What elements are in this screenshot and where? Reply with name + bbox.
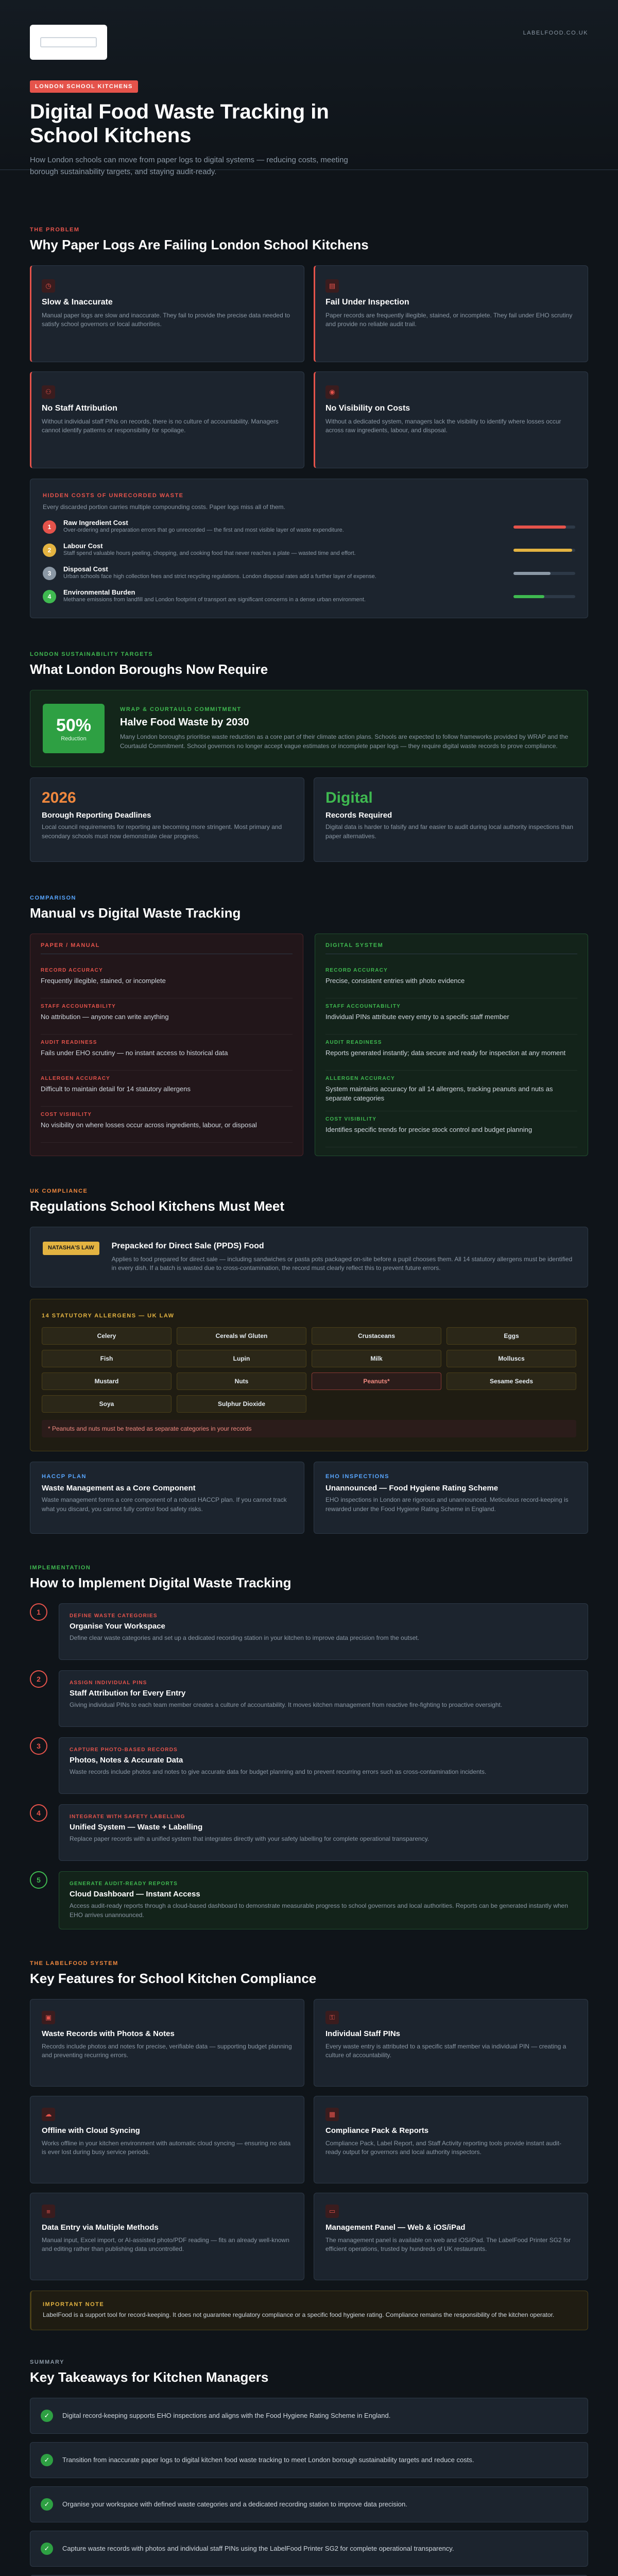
section-label: SUMMARY	[30, 2359, 64, 2366]
compliance-section	[0, 1156, 618, 1534]
section-label: COMPARISON	[30, 895, 76, 902]
features-section	[0, 1940, 618, 2330]
stats-grid	[30, 777, 588, 862]
stat-card	[314, 777, 588, 862]
item-label: RECORD ACCURACY	[41, 968, 103, 974]
important-note	[30, 2291, 588, 2330]
feature-card	[30, 2193, 304, 2280]
comparison-item	[41, 1071, 293, 1107]
item-label: ALLERGEN ACCURACY	[41, 1076, 111, 1082]
item-value: No attribution — anyone can write anything	[41, 1013, 169, 1021]
card-text: EHO inspections in London are rigorous and unannounced. Meticulous record-keeping is rewarded under the Food Hygiene Rating Scheme in England.	[325, 1496, 569, 1513]
step-label: INTEGRATE WITH SAFETY LABELLING	[70, 1814, 185, 1820]
item-label: ALLERGEN ACCURACY	[325, 1076, 396, 1082]
section-title: Key Takeaways for Kitchen Managers	[30, 2369, 269, 2385]
cost-row	[43, 588, 575, 604]
cost-number: 4	[43, 590, 56, 603]
section-label: UK COMPLIANCE	[30, 1188, 88, 1194]
comparison-item	[41, 998, 293, 1035]
step-number: 4	[30, 1804, 47, 1822]
item-label: AUDIT READINESS	[41, 1040, 97, 1046]
takeaway-text: Digital record-keeping supports EHO inspections and aligns with the Food Hygiene Rating Scheme in England.	[62, 2412, 391, 2420]
step-item	[30, 1670, 588, 1727]
comparison-item	[41, 1107, 293, 1143]
comparison-table	[30, 934, 588, 1156]
feature-card	[314, 1999, 588, 2087]
compliance-cards	[30, 1462, 588, 1534]
site-logo[interactable]	[30, 25, 107, 60]
step-number: 5	[30, 1871, 47, 1889]
item-label: STAFF ACCOUNTABILITY	[325, 1004, 401, 1010]
digital-column	[315, 934, 588, 1156]
stat-value: Digital	[325, 789, 373, 807]
takeaway-item	[30, 2442, 588, 2478]
step-title: Cloud Dashboard — Instant Access	[70, 1890, 200, 1899]
comparison-item	[325, 1035, 577, 1071]
feature-title: Management Panel — Web & iOS/iPad	[325, 2223, 466, 2232]
item-value: Precise, consistent entries with photo evidence	[325, 977, 465, 985]
feature-text: Manual input, Excel import, or AI-assisted photo/PDF reading — fits an already well-known and editing rather than publishing data uncontrolled.	[42, 2236, 289, 2253]
haccp-card	[30, 1462, 304, 1534]
cost-desc: Staff spend valuable hours peeling, chopping, and cooking food that never reaches a plate — wasted time and effort.	[63, 550, 356, 557]
allergen-chip: Lupin	[177, 1350, 306, 1367]
item-label: COST VISIBILITY	[325, 1116, 377, 1122]
card-text: Without individual staff PINs on records, there is no culture of accountability. Managers cannot identify patterns or responsibility for spoilage.	[42, 418, 279, 434]
check-icon: ✓	[41, 2498, 53, 2511]
feature-text: The management panel is available on web and iOS/iPad. The LabelFood Printer SG2 for efficient operations, trusted by hundreds of UK restaurants.	[325, 2236, 571, 2253]
step-text: Define clear waste categories and set up a dedicated recording station in your kitchen to improve data precision from the outset.	[70, 1634, 420, 1642]
section-title: Regulations School Kitchens Must Meet	[30, 1198, 285, 1214]
step-text: Giving individual PINs to each team member creates a culture of accountability. It moves kitchen management from reactive fire-fighting to proactive oversight.	[70, 1701, 503, 1709]
takeaway-item	[30, 2531, 588, 2567]
feature-card	[30, 1999, 304, 2087]
allergen-chip: Celery	[42, 1327, 171, 1345]
clock-icon: ◷	[42, 279, 55, 293]
card-label: EHO INSPECTIONS	[325, 1473, 389, 1480]
section-label: THE PROBLEM	[30, 227, 80, 233]
problem-card	[314, 371, 588, 468]
step-card	[59, 1603, 588, 1660]
eho-card	[314, 1462, 588, 1534]
item-label: RECORD ACCURACY	[325, 968, 388, 974]
feature-text: Every waste entry is attributed to a specific staff member via individual PIN — creating a culture of accountability.	[325, 2043, 566, 2059]
takeaways-list	[30, 2398, 588, 2576]
step-text: Replace paper records with a unified system that integrates directly with your safety labelling for complete operational transparency.	[70, 1835, 430, 1843]
document-icon: ▤	[325, 279, 339, 293]
card-label: HACCP PLAN	[42, 1473, 87, 1480]
section-title: How to Implement Digital Waste Tracking	[30, 1575, 291, 1591]
takeaway-text: Organise your workspace with defined waste categories and a dedicated recording station to improve data precision.	[62, 2500, 407, 2509]
cost-bar	[513, 549, 575, 552]
feature-text: Records include photos and notes for precise, verifiable data — supporting budget planning and preventing recurring errors.	[42, 2043, 292, 2059]
cost-bar-fill	[513, 572, 551, 575]
item-value: Identifies specific trends for precise stock control and budget planning	[325, 1125, 533, 1133]
check-icon: ✓	[41, 2543, 53, 2555]
feature-title: Individual Staff PINs	[325, 2029, 401, 2039]
step-title: Photos, Notes & Accurate Data	[70, 1756, 183, 1765]
comparison-item	[41, 962, 293, 998]
check-icon: ✓	[41, 2410, 53, 2422]
allergen-chip: Molluscs	[447, 1350, 576, 1367]
item-value: Reports generated instantly; data secure and ready for inspection at any moment	[325, 1049, 566, 1057]
cost-title: Environmental Burden	[63, 588, 135, 597]
step-card	[59, 1871, 588, 1929]
site-name[interactable]: LABELFOOD.CO.UK	[523, 30, 588, 36]
allergen-chip: Sesame Seeds	[447, 1372, 576, 1390]
card-text: Without a dedicated system, managers lack the visibility to identify where losses occur across raw ingredients, labour, and disposal.	[325, 418, 561, 434]
cost-text	[63, 519, 503, 535]
feature-title: Offline with Cloud Syncing	[42, 2126, 140, 2136]
feature-card	[314, 2193, 588, 2280]
reduction-label: Reduction	[61, 735, 87, 742]
check-icon: ✓	[41, 2454, 53, 2466]
takeaway-item	[30, 2398, 588, 2434]
hero-lead: How London schools can move from paper logs to digital systems — reducing costs, meeting borough sustainability targets, and staying audit-ready.	[30, 156, 348, 176]
card-title: Fail Under Inspection	[325, 298, 409, 307]
step-label: ASSIGN INDIVIDUAL PINS	[70, 1680, 147, 1686]
halve-waste-card	[30, 690, 588, 767]
card-title: Waste Management as a Core Component	[42, 1484, 196, 1493]
item-label: STAFF ACCOUNTABILITY	[41, 1004, 116, 1010]
panel-label: 14 STATUTORY ALLERGENS — UK LAW	[42, 1313, 175, 1319]
step-label: DEFINE WASTE CATEGORIES	[70, 1613, 158, 1619]
hero-header	[0, 0, 618, 176]
report-icon: ▦	[325, 2108, 339, 2121]
natashas-law-badge: NATASHA'S LAW	[43, 1242, 99, 1255]
step-title: Organise Your Workspace	[70, 1622, 165, 1631]
cost-bar	[513, 572, 575, 575]
cost-desc: Urban schools face high collection fees and strict recycling regulations. London disposal rates add a further layer of expense.	[63, 573, 376, 580]
takeaway-text: Transition from inaccurate paper logs to digital kitchen food waste tracking to meet London borough sustainability targets and reduce costs.	[62, 2456, 474, 2464]
item-value: System maintains accuracy for all 14 allergens, tracking peanuts and nuts as separate categories	[325, 1085, 553, 1103]
page-title: Digital Food Waste Tracking in School Kitchens	[30, 100, 329, 147]
comparison-item	[325, 998, 577, 1035]
card-text: Manual paper logs are slow and inaccurate. They fail to provide the precise data needed to satisfy school governors or local authorities.	[42, 312, 290, 328]
allergen-chip: Crustaceans	[312, 1327, 441, 1345]
card-title: Prepacked for Direct Sale (PPDS) Food	[111, 1241, 264, 1250]
cost-title: Disposal Cost	[63, 565, 108, 573]
cost-number: 2	[43, 544, 56, 557]
step-number: 3	[30, 1737, 47, 1755]
column-header: DIGITAL SYSTEM	[325, 942, 577, 954]
panel-intro: Every discarded portion carries multiple compounding costs. Paper logs miss all of them.	[43, 503, 285, 511]
cost-bar	[513, 526, 575, 529]
targets-section	[0, 618, 618, 862]
allergen-chip: Eggs	[447, 1327, 576, 1345]
stat-text: Local council requirements for reporting are becoming more stringent. Most primary and secondary schools must now demonstrate clear progress.	[42, 823, 282, 840]
step-label: CAPTURE PHOTO-BASED RECORDS	[70, 1747, 178, 1753]
step-item	[30, 1737, 588, 1794]
cost-bar-fill	[513, 526, 566, 529]
card-label: WRAP & COURTAULD COMMITMENT	[120, 706, 242, 713]
step-item	[30, 1603, 588, 1660]
feature-card	[30, 2096, 304, 2183]
problem-card	[30, 371, 304, 468]
stat-title: Borough Reporting Deadlines	[42, 811, 151, 820]
step-item	[30, 1804, 588, 1861]
step-card	[59, 1670, 588, 1727]
takeaway-text: Capture waste records with photos and individual staff PINs using the LabelFood Printer SG2 for complete operational transparency.	[62, 2545, 454, 2553]
column-header: PAPER / MANUAL	[41, 942, 293, 954]
feature-title: Waste Records with Photos & Notes	[42, 2029, 175, 2039]
pin-icon: ⚿	[325, 2011, 339, 2024]
cost-number: 1	[43, 520, 56, 534]
hidden-costs-panel	[30, 479, 588, 618]
card-text: Many London boroughs prioritise waste reduction as a core part of their climate action plans. Schools are expected to follow frameworks provided by WRAP and the Courtauld Commitment. School governors no longer accept vague estimates or incomplete paper logs — they require digital waste records to prove compliance.	[120, 733, 569, 750]
item-label: AUDIT READINESS	[325, 1040, 382, 1046]
comparison-item	[325, 962, 577, 998]
allergen-chip: Mustard	[42, 1372, 171, 1390]
problem-section	[0, 170, 618, 618]
comparison-section	[0, 862, 618, 1156]
stat-card	[30, 777, 304, 862]
eye-off-icon: ◉	[325, 385, 339, 399]
cost-title: Labour Cost	[63, 542, 103, 550]
database-icon: ≡	[42, 2205, 55, 2218]
implementation-section	[0, 1534, 618, 1929]
card-text: Paper records are frequently illegible, stained, or incomplete. They fail under EHO scrutiny and provide no reliable audit trail.	[325, 312, 573, 328]
step-card	[59, 1804, 588, 1861]
paper-column	[30, 934, 303, 1156]
summary-section	[0, 2330, 618, 2576]
item-value: Frequently illegible, stained, or incomplete	[41, 977, 166, 985]
cost-bar-fill	[513, 595, 544, 598]
reduction-value: 50%	[56, 715, 92, 735]
cost-row	[43, 519, 575, 535]
comparison-item	[325, 1071, 577, 1111]
stat-text: Digital data is harder to falsify and far easier to audit during local authority inspections than paper alternatives.	[325, 823, 573, 840]
allergen-warning: * Peanuts and nuts must be treated as separate categories in your records	[42, 1420, 576, 1437]
card-title: No Staff Attribution	[42, 404, 117, 413]
section-label: IMPLEMENTATION	[30, 1565, 91, 1571]
feature-card	[314, 2096, 588, 2183]
feature-text: Works offline in your kitchen environment with automatic cloud syncing — ensuring no data is ever lost during busy service periods.	[42, 2140, 291, 2156]
cost-text	[63, 542, 503, 558]
step-number: 2	[30, 1670, 47, 1688]
item-value: Individual PINs attribute every entry to a specific staff member	[325, 1013, 509, 1021]
section-title: What London Boroughs Now Require	[30, 662, 268, 677]
hero-tag: LONDON SCHOOL KITCHENS	[30, 80, 138, 93]
step-title: Unified System — Waste + Labelling	[70, 1823, 203, 1832]
cost-row	[43, 565, 575, 581]
cost-bar-fill	[513, 549, 572, 552]
cost-list	[43, 519, 575, 604]
problem-card	[314, 265, 588, 362]
step-text: Waste records include photos and notes to give accurate data for budget planning and to prevent recurring errors such as cross-contamination incidents.	[70, 1768, 487, 1776]
stat-value: 2026	[42, 789, 76, 807]
card-text: Waste management forms a core component of a robust HACCP plan. If you cannot track what you discard, you cannot fully control food safety risks.	[42, 1496, 287, 1513]
cost-number: 3	[43, 567, 56, 580]
item-label: COST VISIBILITY	[41, 1112, 92, 1118]
allergen-chip: Cereals w/ Gluten	[177, 1327, 306, 1345]
card-text: Applies to food prepared for direct sale — including sandwiches or pasta pots packaged on-site before a pupil chooses them. All 14 statutory allergens must be identified in every dish. If a batch is wasted due to cross-contamination, the record must clearly reflect this to prevent future errors.	[111, 1255, 573, 1272]
step-title: Staff Attribution for Every Entry	[70, 1689, 186, 1698]
panel-label: HIDDEN COSTS OF UNRECORDED WASTE	[43, 493, 184, 499]
problem-grid	[30, 265, 588, 468]
cost-text	[63, 565, 503, 581]
allergen-chip: Soya	[42, 1395, 171, 1413]
feature-title: Data Entry via Multiple Methods	[42, 2223, 159, 2232]
stat-title: Records Required	[325, 811, 392, 820]
item-value: No visibility on where losses occur across ingredients, labour, or disposal	[41, 1121, 257, 1129]
cost-row	[43, 542, 575, 558]
cost-bar	[513, 595, 575, 598]
comparison-item	[41, 1035, 293, 1071]
step-card	[59, 1737, 588, 1794]
features-grid	[30, 1999, 588, 2280]
step-number: 1	[30, 1603, 47, 1621]
allergen-chip: Peanuts*	[312, 1372, 441, 1390]
section-label: LONDON SUSTAINABILITY TARGETS	[30, 651, 153, 658]
takeaway-item	[30, 2486, 588, 2522]
allergen-chip: Sulphur Dioxide	[177, 1395, 306, 1413]
section-title: Why Paper Logs Are Failing London School Kitchens	[30, 237, 369, 252]
allergen-chip: Fish	[42, 1350, 171, 1367]
allergens-panel	[30, 1299, 588, 1451]
cost-desc: Over-ordering and preparation errors that go unrecorded — the first and most visible layer of waste expenditure.	[63, 527, 344, 534]
cloud-icon: ☁	[42, 2108, 55, 2121]
card-title: Slow & Inaccurate	[42, 298, 113, 307]
section-label: THE LABELFOOD SYSTEM	[30, 1960, 118, 1967]
ppds-card	[30, 1227, 588, 1288]
cost-title: Raw Ingredient Cost	[63, 519, 128, 527]
steps-list	[30, 1603, 588, 1929]
item-value: Difficult to maintain detail for 14 statutory allergens	[41, 1085, 191, 1093]
step-item	[30, 1871, 588, 1929]
allergen-chip: Nuts	[177, 1372, 306, 1390]
comparison-item	[325, 1111, 577, 1147]
section-title: Manual vs Digital Waste Tracking	[30, 905, 241, 921]
card-title: Halve Food Waste by 2030	[120, 717, 249, 728]
allergen-grid	[42, 1327, 576, 1413]
step-text: Access audit-ready reports through a cloud-based dashboard to demonstrate measurable progress to school governors and local authorities. Reports can be generated instantly when EHO arrives unannounced.	[70, 1902, 568, 1919]
card-title: No Visibility on Costs	[325, 404, 410, 413]
feature-text: Compliance Pack, Label Report, and Staff Activity reporting tools provide instant audit-ready output for governors and local authority inspectors.	[325, 2140, 562, 2156]
card-title: Unannounced — Food Hygiene Rating Scheme	[325, 1484, 499, 1493]
step-label: GENERATE AUDIT-READY REPORTS	[70, 1881, 178, 1887]
section-title: Key Features for School Kitchen Compliance	[30, 1971, 317, 1987]
note-text: LabelFood is a support tool for record-keeping. It does not guarantee regulatory compliance or a specific food hygiene rating. Compliance remains the responsibility of the kitchen operator.	[43, 2311, 555, 2319]
user-icon: ⚇	[42, 385, 55, 399]
item-value: Fails under EHO scrutiny — no instant access to historical data	[41, 1049, 228, 1057]
problem-card	[30, 265, 304, 362]
camera-icon: ▣	[42, 2011, 55, 2024]
feature-title: Compliance Pack & Reports	[325, 2126, 429, 2136]
tablet-icon: ▭	[325, 2205, 339, 2218]
cost-desc: Methane emissions from landfill and London footprint of transport are significant concerns in a dense urban environment.	[63, 597, 366, 603]
reduction-badge	[43, 704, 105, 753]
note-label: IMPORTANT NOTE	[43, 2301, 105, 2308]
allergen-chip: Milk	[312, 1350, 441, 1367]
cost-text	[63, 588, 503, 604]
